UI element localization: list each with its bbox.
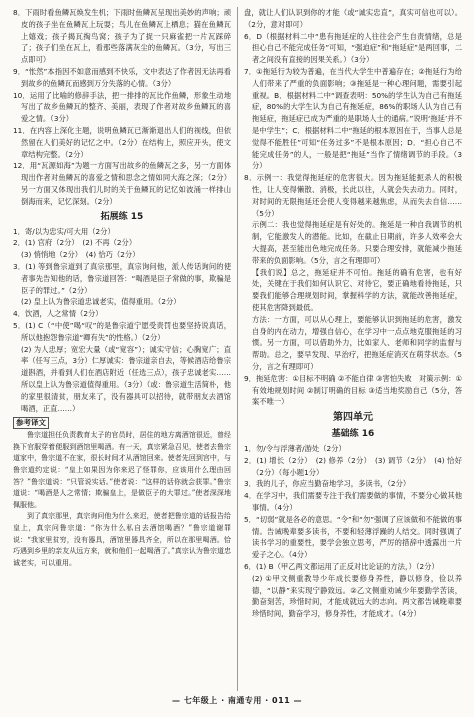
answer-item-1-r: 1．勿/令与浮薄者/游处（2分） [244, 444, 346, 454]
answer-item-6: 6．D（根据材料二中“患有拖延症的人往往会产生自责情绪，总是担心自己不能完成任务”可知，“强迫症”和“拖延症”是两回事，二者之间没有直接的因果关系。）（3分） [244, 31, 462, 65]
answer-item-2-cont: (3) 悄悄地（2分） (4) 恰巧（2分） [21, 250, 140, 260]
answer-item-5: 5．(1) C（“中使”喝“叹”的是鲁宗道宁愿受责罚也要坚持说真话，所以他抱怨鲁宗道“卿有失”的性格。）（2分） [13, 320, 231, 342]
answer-item-6-2: (2) ①甲文侧重教导少年成长要修身养性，静以修身，俭以养德，“以静”来实现宁静致远。②乙文侧重劝诫少年要勤学苦读，勤奋刻苦，珍惜时间，才能成就远大的志向。两文都告诫晚辈要珍惜时间，勤奋学习，修身养性，才能成才。（4分） [252, 573, 462, 619]
answer-item-8-summary: 【我们说】总之，拖延症并不可怕。拖延的确有危害，也有好处，关键在于我们如何认识它、对待它，要正确地看待拖延，只要我们能够合理规划时间，掌握科学的方法，就能改善拖延症，使其危害降到最低。 [252, 267, 462, 312]
answer-item-9-r: 9．拖延危害：①目标不明确 ②不能自律 ③害怕失败 对策示例：①有效地规划时间 ②制订明确的目标 ③适当地奖励自己（5分，答案不唯一） [244, 373, 462, 407]
unit-title: 第四单元 [333, 412, 373, 424]
page-footer: — 七年级上 · 南通专用 · 011 — [172, 696, 302, 705]
answer-item-8-example-2: 示例二：我也觉得拖延症是有好处的。拖延是一种自我调节的机制，它能激发人的潜能。比如，在截止日期前，许多人效率会大大提高，甚至能出色地完成任务。只要合理安排，就能减少拖延带来的负面影响。（5分，言之有理即可） [252, 220, 462, 265]
answer-item-11: 11．在内容上深化主题，说明鱼鳞瓦已渐渐退出人们的视线，但依然留在人们美好的记忆之中。（2分）在结构上，照应开头，使文章结构完整。（2分） [13, 125, 231, 159]
two-column-layout [13, 7, 462, 691]
section-title-extension-15: 拓展练 15 [100, 211, 144, 222]
answer-item-2: 2．(1) 官府（2分） (2) 不再（2分） [13, 238, 137, 248]
left-column [13, 7, 231, 691]
answer-item-6-r: 6．(1) B（甲乙两文都运用了正反对比论证的方法，）（2分） [244, 562, 439, 572]
column-divider [237, 7, 238, 691]
answer-item-9: 9．“怅然”本指因不如意而感到不快乐，文中表达了作者因无法再看到故乡的鱼鳞瓦而感到万分失落的心情。（3分） [13, 66, 231, 88]
answer-item-8-r: 8．示例一：我觉得拖延症的危害很大。因为拖延能扼杀人的积极性，让人变得懒散、消极，长此以往，人就会失去动力。同时，对时间的无限拖延还会使人变得越来越焦虑，从而失去自信……（5分） [244, 173, 462, 218]
answer-item-3-r: 3．我的儿子，你应当勤奋地学习，多读书，（2分） [244, 479, 411, 489]
answer-carryover: 盘，就让人们认识到你的才能（或“诚实忠直”，真实可信也可以）。（2分，意对即可） [244, 8, 462, 29]
translation-paragraph-2: 到了真宗那里，真宗询问他为什么来迟，使者把鲁宗道的话报告给皇上，真宗问鲁宗道：“你为什么私自去酒馆喝酒？”鲁宗道谢罪说：“我家里贫穷，没有器具，酒馆里器具齐全，所以在那里喝酒。恰巧遇到乡里的亲友从远方来，就和他们一起喝酒了。”真宗认为鲁宗道忠诚老实，可以重用。 [13, 512, 231, 567]
answer-item-12: 12．用“瓦源如海”为题一方面写出故乡的鱼鳞瓦之多，另一方面体现出作者对鱼鳞瓦的喜爱之情和思念之情如同大海之深；（2分）另一方面又体现出我们儿时的关于鱼鳞瓦的记忆如波涌一样排山倒海而来，记忆深刻。（2分） [13, 161, 231, 206]
answer-item-4: 4．饮酒，人之常情（2分） [13, 309, 103, 319]
answer-item-3: 3．(1) 等到鲁宗道到了真宗那里，真宗询问他，派人传话询问的使者事先告知他的话，鲁宗道回答：“喝酒是臣子常做的事，欺骗是臣子的罪过。”（2分） [13, 261, 231, 295]
answer-item-2-r: 2．(1) 增长（2分） (2) 修养（2分） (3) 调节（2分） (4) 恰好（2分）（每小题1分） [244, 455, 462, 477]
translation-paragraph-1: 鲁宗道担任负责教育太子的官员时，居住的地方离酒馆很近，曾经换下官服穿着便服到酒馆里喝酒。有一天，真宗紧急召见，使者去鲁宗道家中，鲁宗道不在家，很长时间才从酒馆回来。使者先回到宫中，与鲁宗道约定说：“皇上如果因为你来迟了怪罪你，应该用什么理由回答？”鲁宗道说：“只管说实话。”使者说：“这样的话你就会获罪。”鲁宗道说：“喝酒是人之常情；欺骗皇上，是做臣子的大罪过。”使者深深地佩服他。 [13, 431, 231, 509]
answer-item-5-2: (2) 为人忠厚；宽宏大量（或“宽容”）；诚实守信；心胸宽广；直率（任写三点，3分）仁厚诚实：鲁宗道亲自去，等候酒店给鲁宗道斟酒，并看到人们在酒店附近（任选三点），孩子忠诚老实……所以皇上认为鲁宗道值得重用。（3分）（或：鲁宗道生活简朴，他的家里很清贫，朋友来了，没有器具可以招待，就带朋友去酒馆喝酒，正直……） [21, 344, 231, 413]
answer-item-3-2: (2) 皇上认为鲁宗道忠诚老实，值得重用。（2分） [21, 297, 181, 307]
answer-item-5-r: 5．“切弱”就是各必的意思。“令”和“勿”强调了应该做和不能做的事情。告诫晚辈要多读书，不要和轻薄浮躁的人结交。同时强调了读书学习的重要性，要学会独立思考，严厉的措辞中透露出一片爱子之心。（4分） [244, 514, 462, 560]
translation-tag: 参考译文 [13, 417, 49, 429]
section-title-basic-16: 基础练 16 [331, 429, 375, 440]
right-column [244, 7, 462, 691]
answer-item-8: 8．下雨时看鱼鳞瓦焕发生机；下雨时鱼鳞瓦呈现出美妙的声响；顽皮的孩子坐在鱼鳞瓦上玩耍；鸟儿在鱼鳞瓦上栖息；猫在鱼鳞瓦上嬉戏；孩子揭瓦掏鸟窝；孩子为了捉一只麻雀把一片瓦踩碎了；孩子们坐在瓦上，看那些落满灰尘的鱼鳞瓦。（3分，写出三点即可） [13, 8, 231, 65]
answer-item-1: 1．寄/以为忠实/可大用（2分） [13, 226, 115, 236]
answer-item-4-r: 4．在学习中，我们需要专注于我们需要做的事情，不要分心做其他事情。（4分） [244, 491, 462, 513]
answer-item-10: 10．运用了比喻的修辞手法，把一排排的瓦比作鱼鳞，形象生动地写出了故乡鱼鳞瓦的整齐、美丽，表现了作者对故乡鱼鳞瓦的喜爱之情。（3分） [13, 90, 231, 124]
answer-item-8-method: 方法：一方面，可以从心理上，要能够认识到拖延的危害，激发自身的内在动力，增强自信心，在学习中一点点地克服拖延的习惯。另一方面，可以借助外力，比如家人、老师和同学的监督与帮助。总之，要早发现、早治疗，把拖延症消灭在萌芽状态。（5分，言之有理即可） [252, 314, 462, 371]
answer-item-7: 7．①拖延行为较为普遍，在当代大学生中普遍存在；②拖延行为给人们带来了严重的负面影响；③拖延是一种心理问题，需要引起重视。B．根据材料二中“调查表明：50%的学生认为自己有拖延症，80%的大学生认为自己有拖延症，86%的职场人认为自己有拖延症，拖延症已成为严重的是职场人士的通病。”说明‘拖延’并不是中学生”；C．根据材料二中“拖延的根本原因在于，当事人总是觉得不能胜任”可知“任务过多”不是根本原因；D．“担心自己不能完成任务”的人，一般是把“拖延”当作了情绪调节的手段。（3分） [244, 66, 462, 171]
